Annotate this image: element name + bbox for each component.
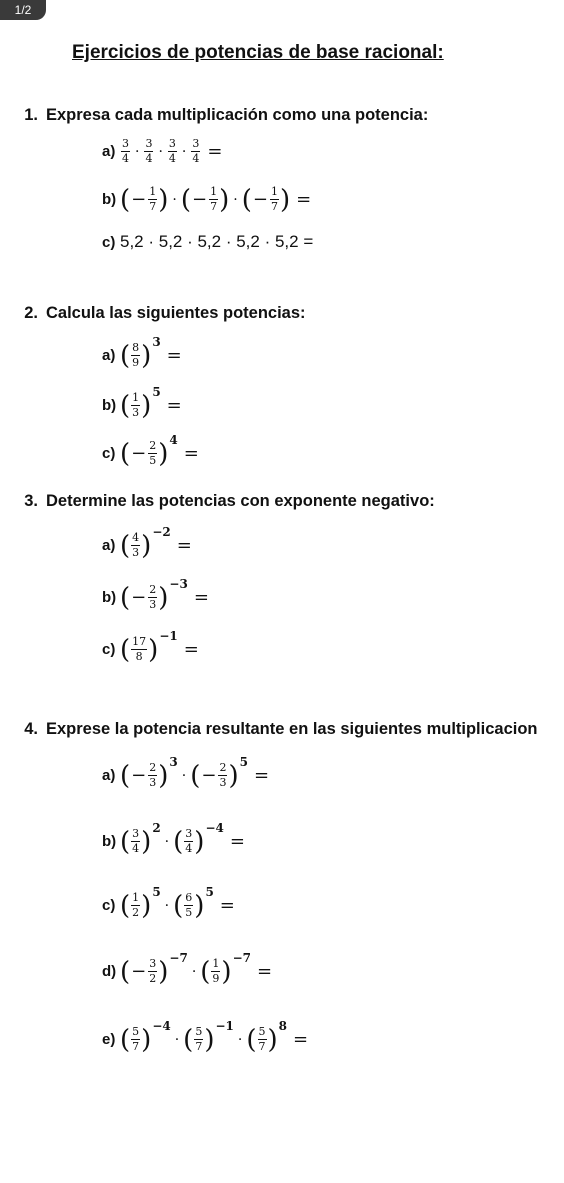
item-label: c) [102,233,116,251]
item-label: b) [102,589,117,606]
q4-item-c [102,884,235,921]
math-expression: ( $\frac{17}{8}$ ) −1 = [120,628,199,665]
q4-item-a [102,754,270,791]
q1-item-a [102,138,222,165]
question-text: Calcula las siguientes potencias: [46,304,306,322]
item-label: e) [102,1031,116,1048]
math-expression: ( $\frac{3}{4}$ ) 2 · ( $\frac{3}{4}$ ) −4 = [120,820,245,857]
math-expression: ( − $\frac{2}{5}$ ) 4 = [120,432,199,469]
question-number: 4. [24,720,38,738]
math-expression: ( $\frac{1}{3}$ ) 5 = [120,384,182,421]
item-label: c) [102,445,116,462]
item-label: b) [102,191,117,208]
item-label: a) [102,767,116,784]
page-title: Ejercicios de potencias de base racional: [72,42,444,63]
math-expression: 5,2 · 5,2 · 5,2 · 5,2 · 5,2 = [120,232,314,251]
math-expression: ( $\frac{5}{7}$ ) −4 · ( $\frac{5}{7}$ ) −1 · ( $\frac{5}{7}$ ) 8 = [120,1018,309,1055]
item-label: b) [102,833,117,850]
item-label: b) [102,397,117,414]
q3-item-c [102,628,199,665]
fraction: $\frac{3}{4}$ [168,137,176,165]
question-number: 3. [24,492,38,510]
math-expression: ( − $\frac{2}{3}$ ) −3 = [120,576,209,613]
question-number: 2. [24,304,38,322]
q3-item-b [102,576,209,613]
question-3-heading [10,492,435,511]
question-text: Determine las potencias con exponente negativo: [46,492,435,510]
item-label: a) [102,143,116,160]
q1-item-b [102,186,311,213]
question-number: 1. [24,106,38,124]
q4-item-b [102,820,245,857]
q2-item-b [102,384,182,421]
q4-item-e [102,1018,309,1055]
q4-item-d [102,950,273,987]
math-expression: ( − $\frac{2}{3}$ ) 3 · ( − $\frac{2}{3}$ ) 5 = [120,754,270,791]
math-expression: $\frac{3}{4}$ · $\frac{3}{4}$ · $\frac{3}{4}$ · $\frac{3}{4}$ = [122,137,223,165]
question-1-heading [10,106,428,125]
q2-item-a [102,334,182,371]
fraction: $\frac{3}{4}$ [122,137,129,165]
item-label: a) [102,537,116,554]
math-expression: ( $\frac{1}{2}$ ) 5 · ( $\frac{6}{5}$ ) 5 = [120,884,235,921]
q1-item-c [102,232,313,252]
question-2-heading [10,304,306,323]
question-4-heading [10,720,538,739]
item-label: c) [102,897,116,914]
q3-item-a [102,524,192,561]
math-expression: ( $\frac{8}{9}$ ) 3 = [120,334,182,371]
math-expression: ( − $\frac{3}{2}$ ) −7 · ( $\frac{1}{9}$ ) −7 = [120,950,273,987]
math-expression: ( $\frac{4}{3}$ ) −2 = [120,524,192,561]
question-text: Exprese la potencia resultante en las siguientes multiplicacion [46,720,538,738]
item-label: d) [102,963,117,980]
page-indicator: 1/2 [0,0,46,20]
fraction: $\frac{3}{4}$ [145,137,153,165]
math-expression: ( − $\frac{1}{7}$ ) · ( − $\frac{1}{7}$ ) · ( − $\frac{1}{7}$ ) = [120,184,312,215]
item-label: c) [102,641,116,658]
fraction: $\frac{3}{4}$ [192,137,200,165]
item-label: a) [102,347,116,364]
q2-item-c [102,432,199,469]
question-text: Expresa cada multiplicación como una potencia: [46,106,429,124]
